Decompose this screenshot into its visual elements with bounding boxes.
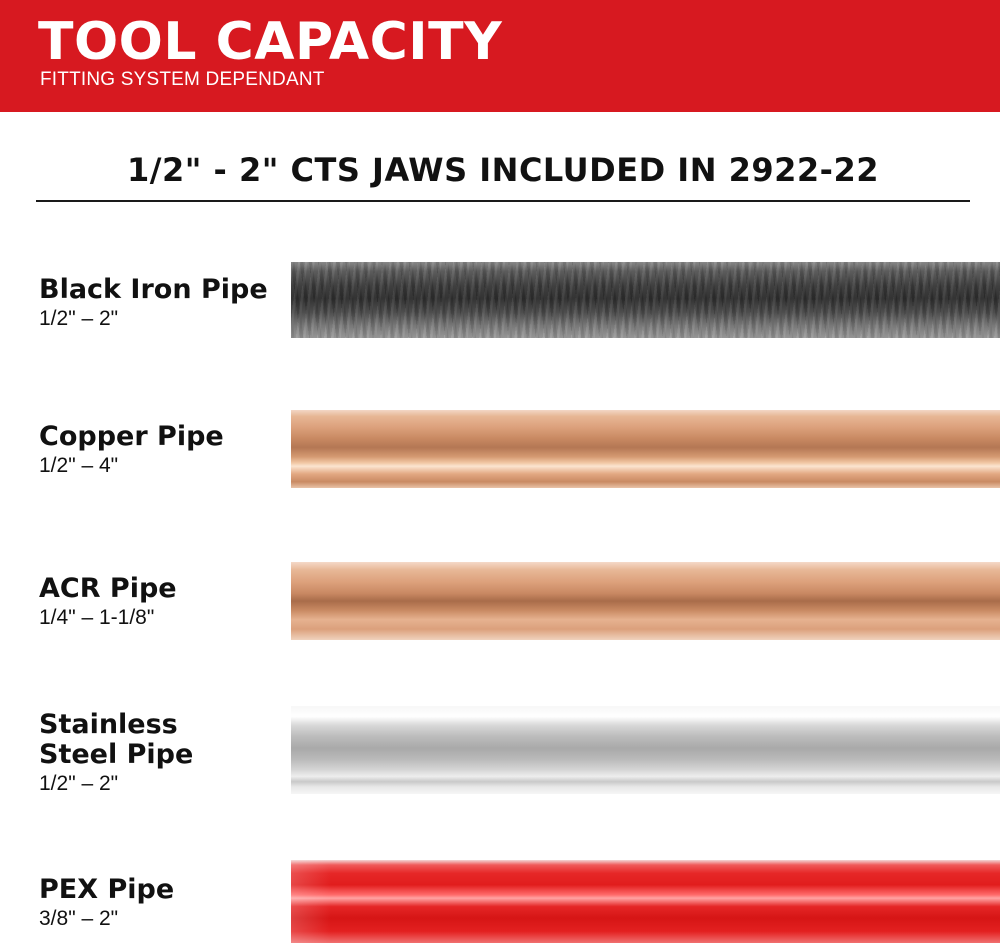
header-banner [0,0,1000,112]
copper-pipe-image [291,410,1000,488]
pipe-range: 3/8" – 2" [39,907,119,930]
pipe-name: ACR Pipe [39,573,177,604]
pipe-label-stainless-steel [39,710,289,796]
pipe-range: 1/2" – 2" [39,772,119,795]
pipe-name-line-1: Stainless [39,709,178,740]
pipe-name: Copper Pipe [39,421,224,452]
pipe-label-pex [39,875,289,931]
pipe-name-line-2: Steel Pipe [39,739,194,770]
black-iron-pipe-image [291,262,1000,338]
stainless-steel-pipe-image [291,706,1000,794]
pipe-name: PEX Pipe [39,874,175,905]
pipe-label-acr [39,574,289,630]
pex-pipe-image [291,860,1000,943]
pipe-range: 1/4" – 1-1/8" [39,606,155,629]
pipe-range: 1/2" – 2" [39,307,119,330]
page-subtitle: FITTING SYSTEM DEPENDANT [40,69,325,90]
pipe-range: 1/2" – 4" [39,454,119,477]
section-divider [36,200,970,202]
pipe-name: Black Iron Pipe [39,274,268,305]
acr-pipe-image [291,562,1000,640]
section-heading: 1/2" - 2" CTS JAWS INCLUDED IN 2922-22 [127,151,879,189]
page-title: TOOL CAPACITY [38,12,503,72]
pipe-label-black-iron [39,275,289,331]
pipe-label-copper [39,422,289,478]
